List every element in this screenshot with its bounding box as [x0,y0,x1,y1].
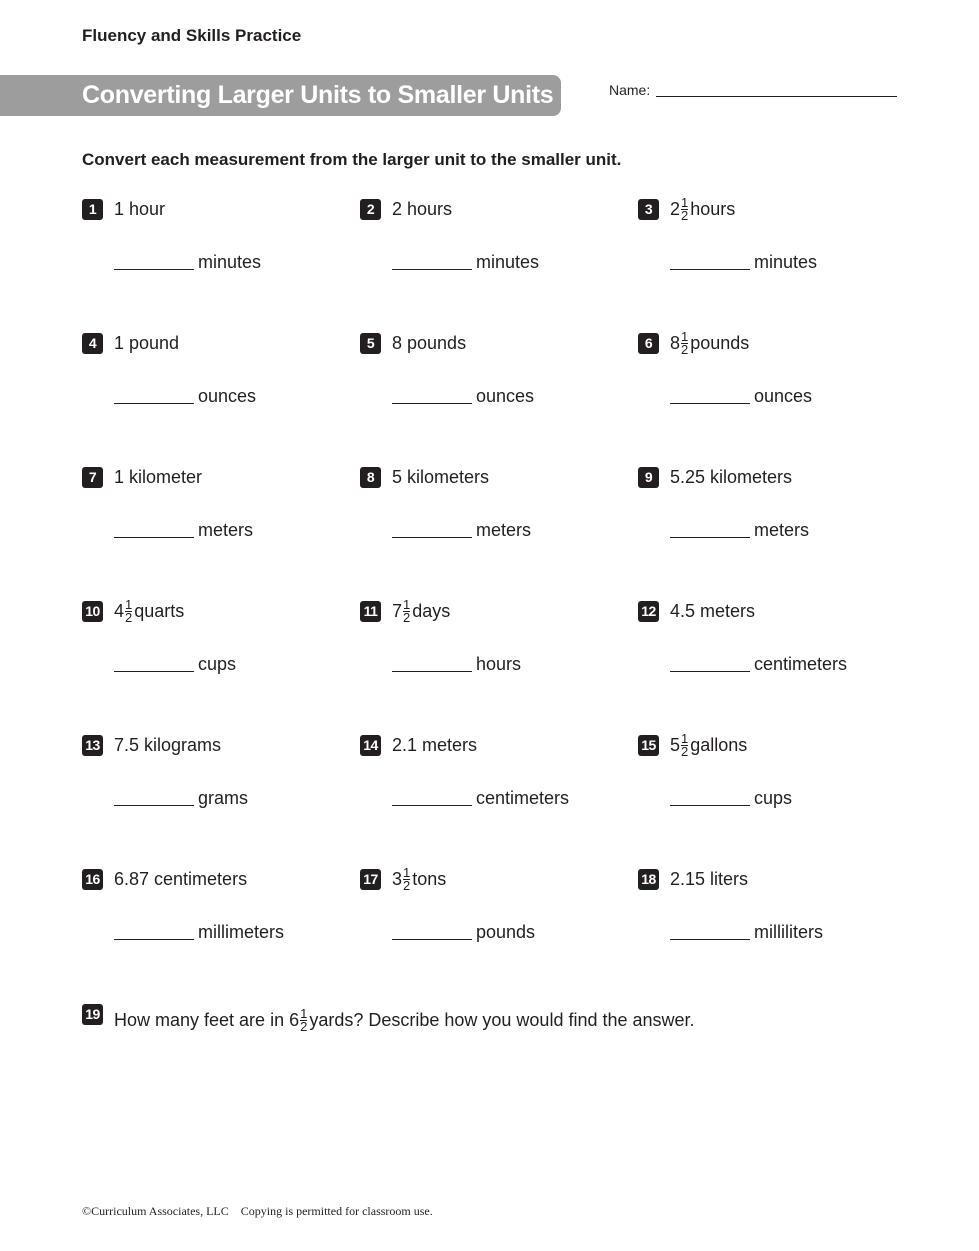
fraction: $\frac{1}{2}$ [681,730,689,759]
answer-row [392,250,539,274]
problem-2 [360,199,630,289]
problem-quantity: 7 $\frac{1}{2}$ days [392,596,451,625]
fraction: $\frac{1}{2}$ [403,596,411,625]
problem-number: 4 [82,333,103,354]
problem-number: 5 [360,333,381,354]
problem-number: 13 [82,735,103,756]
answer-unit: hours [476,654,522,674]
problem-number: 1 [82,199,103,220]
answer-row [670,250,817,274]
answer-unit: pounds [476,922,536,942]
answer-blank[interactable] [670,385,750,404]
answer-blank[interactable] [392,251,472,270]
problem-10 [82,596,352,691]
answer-blank[interactable] [392,653,472,672]
problem-quantity: 3 $\frac{1}{2}$ tons [392,864,447,893]
problem-quantity: 7.5 kilograms [114,735,222,755]
problem-3 [638,194,908,289]
answer-row [392,786,569,810]
problem-16 [82,869,352,959]
answer-blank[interactable] [670,921,750,940]
answer-row [392,518,531,542]
answer-blank[interactable] [392,921,472,940]
answer-row [114,920,284,944]
problem-quantity: 8 $\frac{1}{2}$ pounds [670,328,750,357]
problem-quantity: 4 $\frac{1}{2}$ quarts [114,596,185,625]
answer-row [114,384,256,408]
problem-number: 14 [360,735,381,756]
answer-unit: minutes [754,252,818,272]
answer-row [670,786,792,810]
answer-unit: minutes [476,252,540,272]
problem-number: 12 [638,601,659,622]
problem-number: 18 [638,869,659,890]
answer-row [114,652,236,676]
answer-row [114,518,253,542]
problem-quantity: 5.25 kilometers [670,467,793,487]
answer-blank[interactable] [114,251,194,270]
problem-question: How many feet are in 6 $\frac{1}{2}$ yards? Describe how you would find the answer. [114,1005,695,1034]
answer-row [392,384,534,408]
problem-number: 2 [360,199,381,220]
name-field[interactable] [656,96,897,97]
problem-9 [638,467,908,557]
fraction: $\frac{1}{2}$ [300,1005,308,1034]
problem-number: 11 [360,601,381,622]
answer-row [670,518,809,542]
answer-unit: centimeters [476,788,570,808]
answer-row [670,384,812,408]
problem-13 [82,735,352,825]
answer-unit: centimeters [754,654,848,674]
name-label: Name: [609,82,651,98]
problem-19 [82,1004,902,1034]
problem-number: 9 [638,467,659,488]
answer-unit: meters [754,520,810,540]
answer-blank[interactable] [392,787,472,806]
problem-7 [82,467,352,557]
answer-unit: ounces [198,386,257,406]
problem-number: 8 [360,467,381,488]
problem-number: 10 [82,601,103,622]
answer-unit: grams [198,788,249,808]
problem-11 [360,596,630,691]
answer-blank[interactable] [670,653,750,672]
answer-unit: milliliters [754,922,823,942]
answer-blank[interactable] [114,787,194,806]
problem-number: 19 [82,1004,103,1025]
answer-blank[interactable] [114,385,194,404]
problem-8 [360,467,630,557]
problem-number: 17 [360,869,381,890]
copyright-footer: ©Curriculum Associates, LLC Copying is permitted for classroom use. [82,1204,433,1218]
page-title: Converting Larger Units to Smaller Units [82,81,554,109]
problem-quantity: 1 kilometer [114,467,203,487]
problem-14 [360,735,630,825]
answer-unit: meters [476,520,532,540]
problem-1 [82,199,352,289]
instructions: Convert each measurement from the larger unit to the smaller unit. [82,150,622,169]
answer-blank[interactable] [114,653,194,672]
answer-unit: minutes [198,252,262,272]
problem-number: 16 [82,869,103,890]
answer-blank[interactable] [114,921,194,940]
answer-blank[interactable] [670,519,750,538]
problem-17 [360,864,630,959]
fraction: $\frac{1}{2}$ [125,596,133,625]
problem-5 [360,333,630,423]
answer-unit: ounces [754,386,813,406]
problem-12 [638,601,908,691]
answer-row [392,652,521,676]
problem-quantity: 1 pound [114,333,180,353]
fraction: $\frac{1}{2}$ [681,328,689,357]
eyebrow: Fluency and Skills Practice [82,26,302,45]
problem-18 [638,869,908,959]
problem-quantity: 2 $\frac{1}{2}$ hours [670,194,736,223]
problem-number: 7 [82,467,103,488]
answer-blank[interactable] [670,251,750,270]
answer-row [114,786,248,810]
answer-row [392,920,535,944]
problem-quantity: 2 hours [392,199,453,219]
problem-quantity: 5 kilometers [392,467,490,487]
problem-number: 6 [638,333,659,354]
answer-unit: cups [754,788,793,808]
title-banner [0,75,561,116]
answer-row [670,920,823,944]
fraction: $\frac{1}{2}$ [681,194,689,223]
problem-6 [638,328,908,423]
answer-blank[interactable] [392,519,472,538]
problem-number: 3 [638,199,659,220]
answer-row [670,652,847,676]
answer-unit: ounces [476,386,535,406]
answer-unit: cups [198,654,237,674]
problem-quantity: 1 hour [114,199,166,219]
problem-quantity: 8 pounds [392,333,467,353]
problem-number: 15 [638,735,659,756]
answer-unit: millimeters [198,922,285,942]
answer-blank[interactable] [670,787,750,806]
problem-quantity: 4.5 meters [670,601,756,621]
answer-unit: meters [198,520,254,540]
problem-quantity: 2.15 liters [670,869,749,889]
answer-blank[interactable] [114,519,194,538]
fraction: $\frac{1}{2}$ [403,864,411,893]
problem-4 [82,333,352,423]
problem-quantity: 6.87 centimeters [114,869,248,889]
problem-quantity: 5 $\frac{1}{2}$ gallons [670,730,748,759]
problem-quantity: 2.1 meters [392,735,478,755]
answer-row [114,250,261,274]
answer-blank[interactable] [392,385,472,404]
problem-15 [638,730,908,825]
